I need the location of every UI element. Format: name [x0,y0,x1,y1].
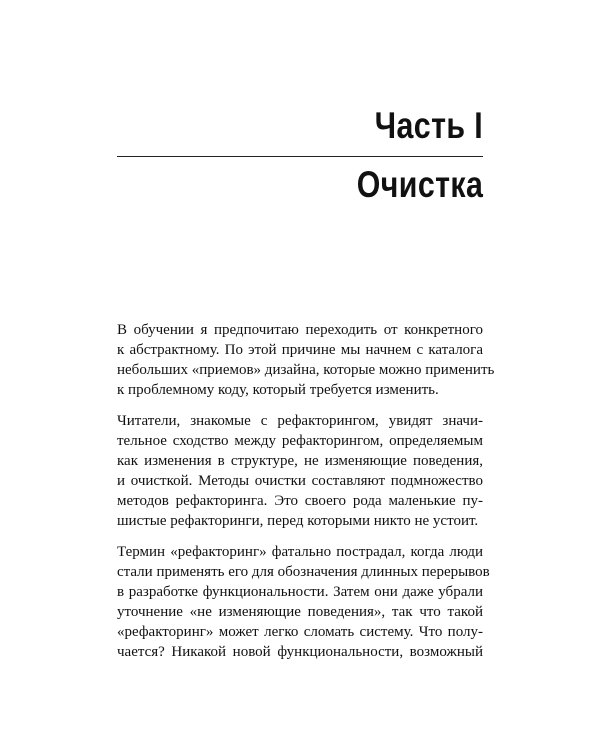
text-line: и очисткой. Методы очистки составляют подмножество [117,473,483,489]
paragraph [117,320,495,400]
text-line: Термин «рефакторинг» фатально пострадал, когда люди [117,544,483,560]
text-line: в разработке функциональности. Затем они даже убрали [117,584,483,600]
text-line: методов рефакторинга. Это своего рода маленькие пу- [117,493,483,509]
part-label: Часть I [374,105,483,146]
text-line: Читатели, знакомые с рефакторингом, увидят значи- [117,413,483,429]
paragraph [117,542,490,662]
title-divider [117,156,483,157]
text-line: уточнение «не изменяющие поведения», так что такой [117,604,483,620]
text-line: «рефакторинг» может легко сломать систему. Что полу- [117,624,483,640]
paragraph [117,411,483,531]
text-line: как изменения в структуре, не изменяющие поведения, [117,453,483,469]
text-line: тельное сходство между рефакторингом, определяемым [117,433,483,449]
text-line: к абстрактному. По этой причине мы начнем с каталога [117,342,483,358]
text-line: чается? Никакой новой функциональности, возможный [117,644,483,660]
text-line: шистые рефакторинги, перед которыми никто не устоит. [117,513,479,529]
text-line: небольших «приемов» дизайна, которые можно применить [117,362,495,378]
text-line: стали применять его для обозначения длинных перерывов [117,564,490,580]
text-line: В обучении я предпочитаю переходить от конкретного [117,322,483,338]
body-text [117,320,495,662]
text-line: к проблемному коду, который требуется изменить. [117,382,439,398]
chapter-title: Очистка [356,164,483,205]
